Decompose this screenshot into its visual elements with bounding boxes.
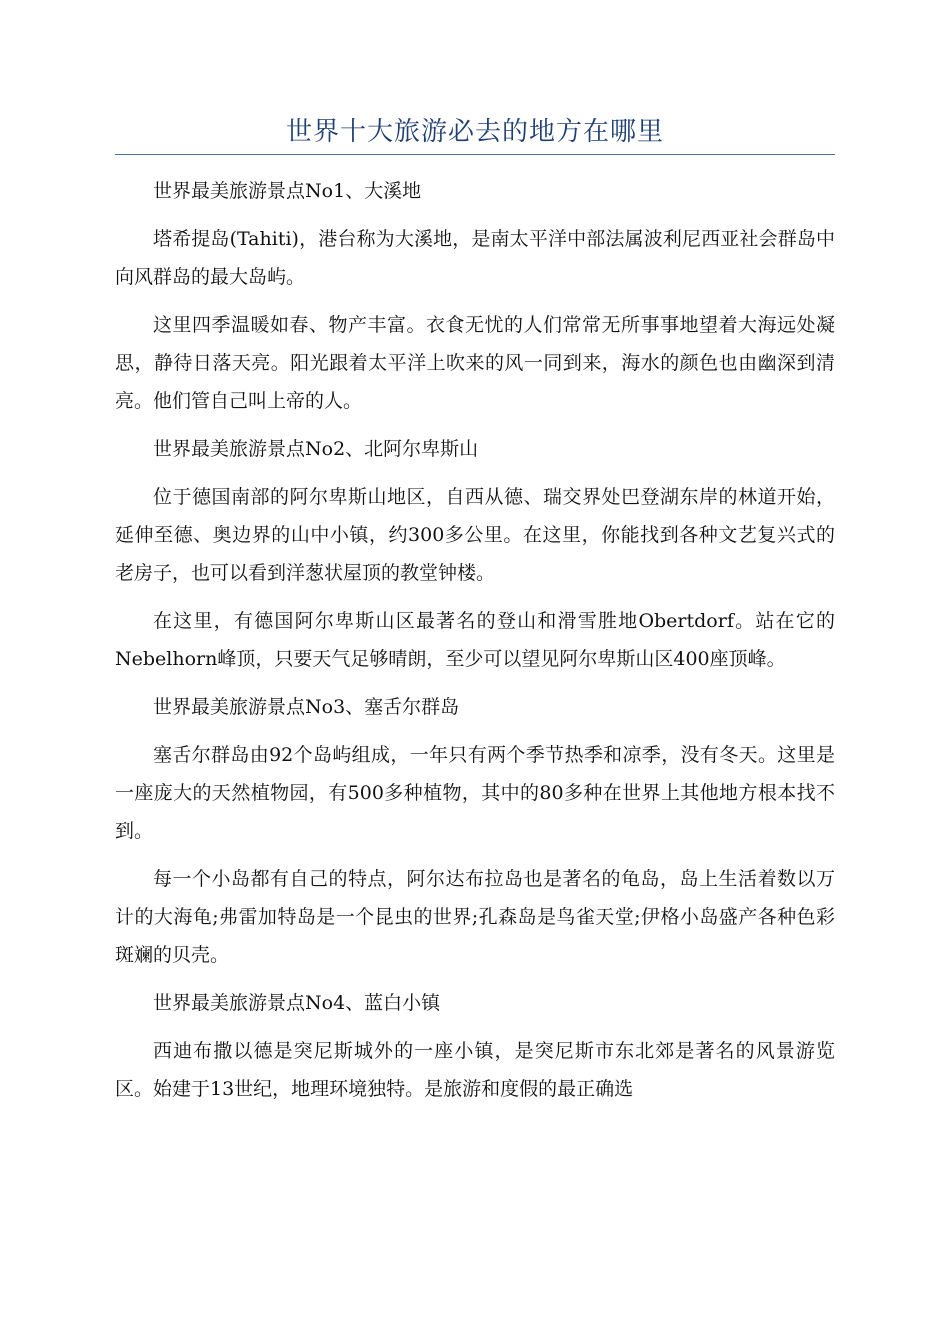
section-heading-2: 世界最美旅游景点No2、北阿尔卑斯山 xyxy=(153,438,479,460)
document-body xyxy=(115,172,835,1118)
title-underline xyxy=(115,154,835,155)
paragraph: 每一个小岛都有自己的特点，阿尔达布拉岛也是著名的龟岛，岛上生活着数以万计的大海龟;弗雷加特岛是一个昆虫的世界;孔森岛是鸟雀天堂;伊格小岛盛产各种色彩斑斓的贝壳。 xyxy=(115,868,835,966)
document-title: 世界十大旅游必去的地方在哪里 xyxy=(285,117,664,147)
paragraph: 西迪布撒以德是突尼斯城外的一座小镇，是突尼斯市东北郊是著名的风景游览区。始建于13世纪，地理环境独特。是旅游和度假的最正确选 xyxy=(115,1040,835,1100)
paragraph: 塞舌尔群岛由92个岛屿组成，一年只有两个季节热季和凉季，没有冬天。这里是一座庞大的天然植物园，有500多种植物，其中的80多种在世界上其他地方根本找不到。 xyxy=(115,744,835,842)
paragraph: 这里四季温暖如春、物产丰富。衣食无忧的人们常常无所事事地望着大海远处凝思，静待日落天亮。阳光跟着太平洋上吹来的风一同到来，海水的颜色也由幽深到清亮。他们管自己叫上帝的人。 xyxy=(115,314,835,412)
section-heading-3: 世界最美旅游景点No3、塞舌尔群岛 xyxy=(153,696,460,718)
paragraph: 在这里，有德国阿尔卑斯山区最著名的登山和滑雪胜地Obertdorf。站在它的Nebelhorn峰顶，只要天气足够晴朗，至少可以望见阿尔卑斯山区400座顶峰。 xyxy=(115,610,835,670)
section-heading-4: 世界最美旅游景点No4、蓝白小镇 xyxy=(153,992,441,1014)
paragraph: 位于德国南部的阿尔卑斯山地区，自西从德、瑞交界处巴登湖东岸的林道开始，延伸至德、奥边界的山中小镇，约300多公里。在这里，你能找到各种文艺复兴式的老房子，也可以看到洋葱状屋顶的教堂钟楼。 xyxy=(115,486,835,584)
paragraph: 塔希提岛(Tahiti)，港台称为大溪地，是南太平洋中部法属波利尼西亚社会群岛中向风群岛的最大岛屿。 xyxy=(115,228,835,288)
section-heading-1: 世界最美旅游景点No1、大溪地 xyxy=(153,180,422,202)
